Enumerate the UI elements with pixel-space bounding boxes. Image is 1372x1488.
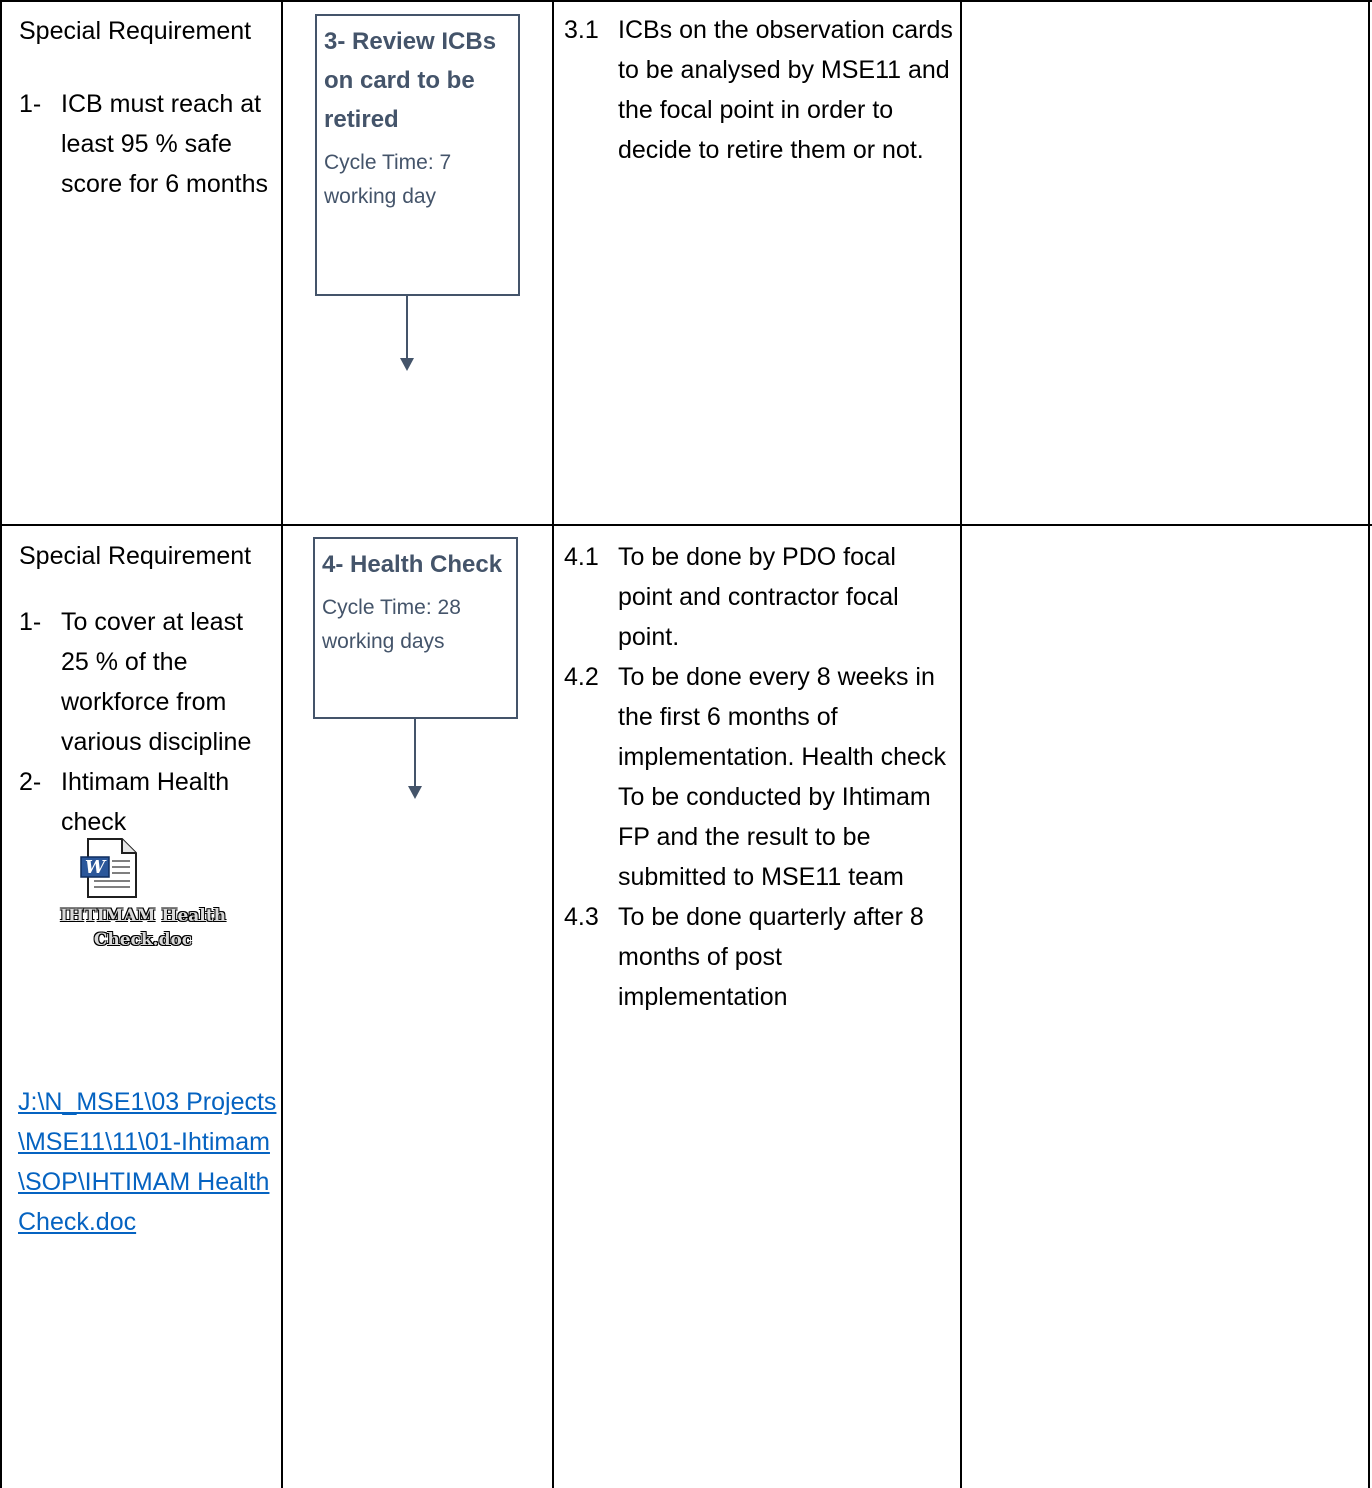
cycle-time: Cycle Time: 28 working days xyxy=(322,596,461,653)
steps-list xyxy=(564,537,956,1017)
col-divider-2 xyxy=(552,0,554,1488)
step-text: To be done by PDO focal point and contractor focal point. xyxy=(618,543,899,651)
list-item xyxy=(19,762,277,842)
special-requirement-heading: Special Requirement xyxy=(19,542,252,570)
row-divider xyxy=(0,524,1372,526)
process-step-box xyxy=(315,14,520,296)
document-path-link[interactable]: J:\N_MSE1\03 Projects\MSE11\11\01-Ihtimam\SOP\IHTIMAM Health Check.doc xyxy=(18,1088,277,1236)
list-item xyxy=(19,84,277,204)
col-border-right xyxy=(1368,0,1370,1488)
step-number: 4.2 xyxy=(564,663,599,691)
requirements-list xyxy=(19,602,277,842)
requirements-list xyxy=(19,84,277,204)
step-number: 4.1 xyxy=(564,543,599,571)
step-number: 4.3 xyxy=(564,903,599,931)
list-number: 1- xyxy=(19,90,42,118)
step-text: ICBs on the observation cards to be analysed by MSE11 and the focal point in order to decide to retire them or not. xyxy=(618,16,953,164)
step-text: To be done every 8 weeks in the first 6 months of implementation. Health check To be conducted by Ihtimam FP and the result to be submitted to MSE11 team xyxy=(618,663,946,891)
step-number: 3.1 xyxy=(564,16,599,44)
attachment-filename-line: Check.doc xyxy=(93,930,193,950)
word-document-icon[interactable] xyxy=(78,837,140,899)
process-step-box xyxy=(313,537,518,719)
process-step-title: 3- Review ICBs on card to be retired xyxy=(324,28,497,133)
svg-text:W: W xyxy=(84,857,106,878)
arrow-head-icon xyxy=(400,358,414,371)
list-item xyxy=(564,657,956,897)
list-number: 2- xyxy=(19,768,42,796)
list-item xyxy=(564,897,956,1017)
list-text: To cover at least 25 % of the workforce from various discipline xyxy=(61,608,252,756)
steps-list xyxy=(564,10,956,170)
col-divider-1 xyxy=(281,0,283,1488)
arrow-head-icon xyxy=(408,786,422,799)
process-step-title: 4- Health Check xyxy=(322,551,503,578)
step-text: To be done quarterly after 8 months of post implementation xyxy=(618,903,924,1011)
special-requirement-heading: Special Requirement xyxy=(19,17,252,45)
list-item xyxy=(564,10,956,170)
table-top-border xyxy=(0,0,1372,2)
list-number: 1- xyxy=(19,608,42,636)
attachment-filename[interactable] xyxy=(18,904,268,952)
list-item xyxy=(564,537,956,657)
cycle-time: Cycle Time: 7 working day xyxy=(324,151,452,208)
flow-arrow xyxy=(414,719,416,787)
list-text: Ihtimam Health check xyxy=(61,768,230,836)
list-item xyxy=(19,602,277,762)
list-text: ICB must reach at least 95 % safe score for 6 months xyxy=(61,90,269,198)
col-divider-3 xyxy=(960,0,962,1488)
flow-arrow xyxy=(406,296,408,359)
attachment-filename-line: IHTIMAM Health xyxy=(60,906,226,926)
col-border-left xyxy=(0,0,2,1488)
